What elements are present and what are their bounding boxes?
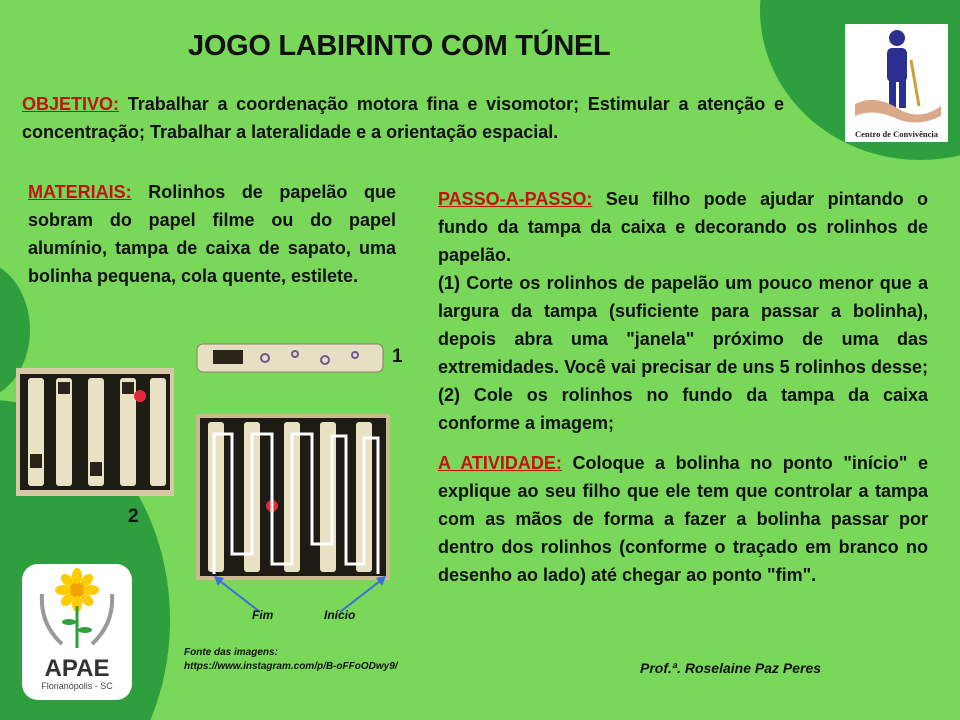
- box-rolls-image: [16, 368, 174, 496]
- maze-path-image: [196, 414, 390, 580]
- path-arrows: [200, 570, 400, 620]
- steps-text: Seu filho pode ajudar pintando o fundo da tampa da caixa e decorando os rolinhos de papelão.: [438, 189, 928, 265]
- caption-end: Fim: [252, 608, 274, 622]
- steps-paragraph: [438, 185, 928, 269]
- image-source: [184, 646, 398, 674]
- apae-name: APAE: [44, 655, 110, 682]
- objective-label: OBJETIVO:: [22, 94, 120, 114]
- materials-text: Rolinhos de papelão que sobram do papel filme ou do papel alumínio, tampa de caixa de sapato, uma bolinha pequena, cola quente, estilete.: [28, 182, 396, 286]
- materials-paragraph: [28, 178, 396, 290]
- steps-column: [438, 185, 928, 589]
- photo-single-roll: [195, 340, 385, 376]
- photo-box-rolls: [16, 368, 174, 496]
- page-title: JOGO LABIRINTO COM TÚNEL: [188, 30, 611, 62]
- caption-start: Início: [324, 608, 356, 622]
- centro-convivencia-label: Centro de Convivência: [855, 129, 938, 139]
- author-credit: Prof.ª. Roselaine Paz Peres: [640, 660, 822, 676]
- apae-city: Florianópolis - SC: [41, 681, 113, 691]
- elderly-person-icon: [845, 24, 948, 124]
- activity-text: Coloque a bolinha no ponto "início" e explique ao seu filho que ele tem que controlar a tampa com as mãos de forma a fazer a bolinha passar por dentro dos rolinhos (conforme o traçado em branco no desenho ao lado) até chegar ao ponto "fim".: [438, 453, 928, 585]
- steps-label: PASSO-A-PASSO:: [438, 189, 593, 209]
- caption-step-1: 1: [392, 346, 403, 367]
- steps-detail: (1) Corte os rolinhos de papelão um pouco menor que a largura da tampa (suficiente para passar a bolinha), depois abra uma "janela" próximo de uma das extremidades. Você vai precisar de uns 5 rolinhos desse; (2) Cole os rolinhos no fundo da tampa da caixa conforme a imagem;: [438, 273, 928, 433]
- objective-text: Trabalhar a coordenação motora fina e visomotor; Estimular a atenção e concentração; Trabalhar a lateralidade e a orientação espacial.: [22, 94, 784, 142]
- centro-convivencia-logo: [845, 24, 948, 142]
- photo-maze-path: [196, 414, 390, 580]
- caption-step-2: 2: [128, 506, 139, 527]
- source-label: Fonte das imagens:: [184, 647, 278, 658]
- apae-logo: [22, 564, 132, 700]
- single-roll-image: [195, 340, 385, 376]
- activity-paragraph: [438, 449, 928, 589]
- source-url: https://www.instagram.com/p/B-oFFoODwy9/: [184, 661, 398, 672]
- objective-paragraph: [22, 90, 784, 146]
- activity-label: A ATIVIDADE:: [438, 453, 562, 473]
- flower-hands-icon: [22, 564, 132, 652]
- materials-label: MATERIAIS:: [28, 182, 132, 202]
